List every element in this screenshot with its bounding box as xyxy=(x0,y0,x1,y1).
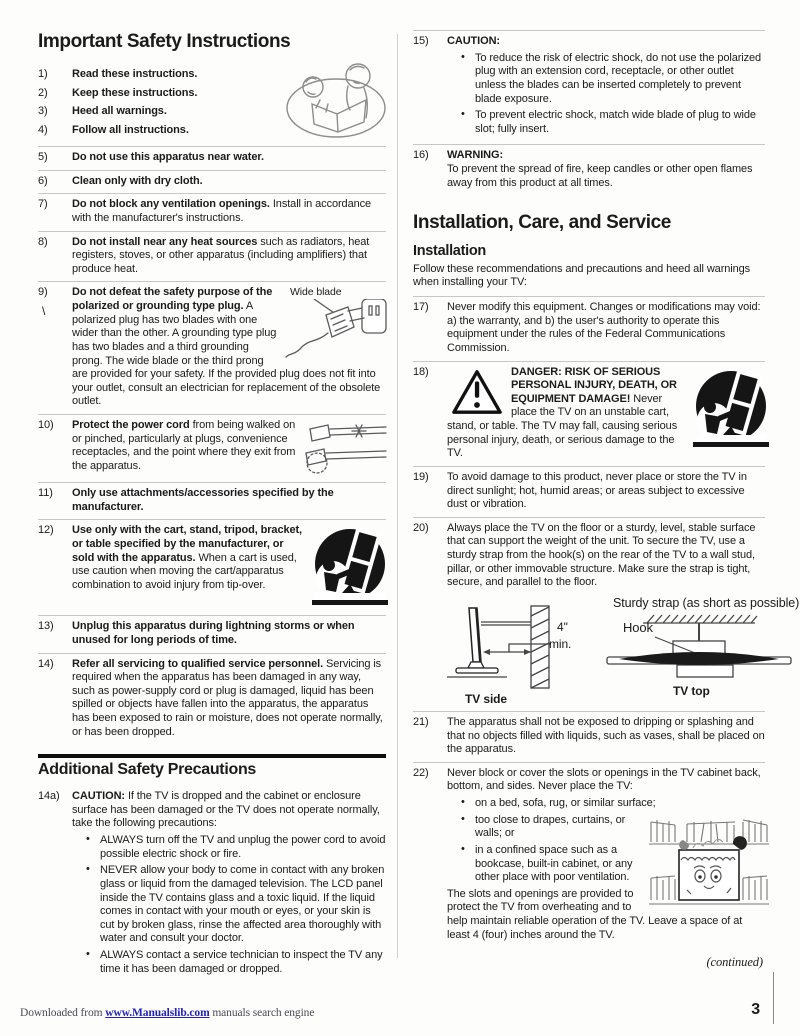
wide-blade-label: Wide blade xyxy=(290,286,342,299)
section-title-additional-precautions: Additional Safety Precautions xyxy=(38,761,257,779)
item-number: 14a) xyxy=(38,790,60,803)
polarized-plug-illustration xyxy=(284,286,390,363)
instruction-item-10 xyxy=(38,414,386,482)
instruction-item-15 xyxy=(413,30,765,144)
tv-side-diagram xyxy=(439,604,581,706)
tv-top-caption: TV top xyxy=(673,683,710,698)
item-number: 11) xyxy=(38,487,53,500)
cart-tipover-icon xyxy=(693,366,769,450)
item-text: Always place the TV on the floor or a sturdy, level, stable surface that can support the weight of the unit. To secure the TV, use a sturdy strap from the hook(s) on the rear of the TV to a wall stud, pillar, or other immovable structure. Make sure the strap is tight, secure, and parallel to the floor. xyxy=(447,521,756,589)
column-divider xyxy=(397,34,398,958)
item-number: 17) xyxy=(413,301,429,314)
instruction-item-13 xyxy=(38,615,386,652)
item-text-bold: Refer all servicing to qualified service personnel. xyxy=(72,657,324,670)
page-title: Important Safety Instructions xyxy=(38,31,291,52)
instruction-item-16 xyxy=(413,144,765,195)
instruction-item-19 xyxy=(413,466,765,517)
power-cord-illustration xyxy=(302,421,390,475)
subsection-title-installation: Installation xyxy=(413,242,486,259)
page-number: 3 xyxy=(751,1001,760,1019)
footer xyxy=(20,1006,314,1020)
manualslib-link[interactable]: www.Manualslib.com xyxy=(105,1006,210,1019)
item-text: such as radiators, heat registers, stoves, or other apparatus (including amplifiers) that produce heat. xyxy=(72,235,370,275)
instruction-item-17 xyxy=(413,296,765,361)
item-number: 5) xyxy=(38,151,48,164)
bullet-text: To reduce the risk of electric shock, do not use the polarized plug with an extension cord, receptacle, or other outlet unless the blades can be inserted completely to prevent blade exposure. xyxy=(475,51,762,105)
instruction-item-7 xyxy=(38,193,386,230)
item-number: 18) xyxy=(413,365,429,378)
item-text-bold: CAUTION: xyxy=(447,35,500,47)
right-column xyxy=(413,30,800,971)
item-number: 14) xyxy=(38,657,54,670)
plug-outlet-icon xyxy=(284,299,390,363)
instruction-item-11 xyxy=(38,482,386,519)
item-text: Heed all warnings. xyxy=(72,105,167,118)
item-text: Do not use this apparatus near water. xyxy=(72,151,264,164)
left-column xyxy=(38,30,386,984)
item-number: 12) xyxy=(38,524,54,537)
item-number: 20) xyxy=(413,521,429,534)
item-text-bold: Do not install near any heat sources xyxy=(72,235,258,248)
item-number: 13) xyxy=(38,620,54,633)
item-text: To prevent the spread of fire, keep candles or other open flames away from this product at all times. xyxy=(447,163,753,189)
instruction-item-8 xyxy=(38,231,386,282)
item-number: 6) xyxy=(38,174,48,187)
item-number: 4) xyxy=(38,123,48,136)
page-edge-mark xyxy=(773,972,774,1024)
item-text: Follow all instructions. xyxy=(72,123,189,136)
section-divider-bar xyxy=(38,754,386,758)
wrapped-content xyxy=(447,814,765,943)
min-label: min. xyxy=(549,636,572,651)
instruction-item-18 xyxy=(413,361,765,466)
caution-bullet xyxy=(460,109,765,136)
item-number: 21) xyxy=(413,715,429,728)
item-tail-text: The slots and openings are provided to protect the TV from overheating and to help maintain reliable operation of the TV. Leave a space of at least 4 (four) inches around the TV. xyxy=(447,887,743,941)
item-number: 2) xyxy=(38,86,48,99)
instruction-item-12 xyxy=(38,519,386,615)
power-cord-icon xyxy=(302,421,390,475)
item-text-bold: Do not defeat the safety purpose of the polarized or grounding type plug. xyxy=(72,286,273,313)
placement-bullet xyxy=(460,844,765,885)
instruction-item-20 xyxy=(413,517,800,711)
installation-intro-text: Follow these recommendations and precautions and heed all warnings when installing your TV: xyxy=(413,262,751,289)
bullet-text: too close to drapes, curtains, or walls; or xyxy=(475,813,626,840)
placement-bullet xyxy=(460,814,765,841)
bullet-text: ALWAYS contact a service technician to inspect the TV any time it has been damaged or dropped. xyxy=(100,949,383,975)
placement-bullet xyxy=(460,797,765,811)
item-text-bold: Do not block any ventilation openings. xyxy=(72,198,270,211)
tv-top-diagram xyxy=(585,595,800,698)
item-number: 1) xyxy=(38,68,48,81)
bullet-text: NEVER allow your body to come in contact with any broken glass or liquid from the damaged television. The LCD panel inside the TV contains glass and a toxic liquid. If the liquid comes in contact with your mouth or eyes, or your skin is cut by broken glass, rinse the affected area thoroughly with water and consult your doctor. xyxy=(100,864,385,945)
caution-bullet xyxy=(460,52,765,107)
item-text: Unplug this apparatus during lightning storms or when unused for long periods of time. xyxy=(72,620,355,646)
item-number: 10) xyxy=(38,419,54,432)
item-text-bold: CAUTION: xyxy=(72,790,125,803)
section-title-installation-care-service: Installation, Care, and Service xyxy=(413,212,671,234)
instruction-item-14 xyxy=(38,653,386,745)
item-text: If the TV is dropped and the cabinet or enclosure surface has been damaged or the TV does not operate normally, take the following precautions: xyxy=(72,790,380,830)
continued-note: (continued) xyxy=(706,955,763,970)
bullet-text: on a bed, sofa, rug, or similar surface; xyxy=(475,797,656,810)
item-text: Never place the TV on an unstable cart, stand, or table. The TV may fall, causing serious personal injury, death, or serious damage to the TV. xyxy=(447,392,678,460)
item-text: The apparatus shall not be exposed to dripping or splashing and that no objects filled with liquids, such as vases, shall be placed on the apparatus. xyxy=(447,715,765,756)
instruction-item-14a xyxy=(38,786,386,984)
precaution-bullet xyxy=(85,949,386,976)
warning-triangle xyxy=(451,368,503,416)
footer-prefix: Downloaded from xyxy=(20,1006,106,1019)
item-text: When a cart is used, use caution when moving the cart/apparatus combination to avoid injury from tip-over. xyxy=(72,551,297,591)
instruction-item-5 xyxy=(38,146,386,170)
instruction-item-6 xyxy=(38,170,386,194)
precaution-bullet xyxy=(85,864,386,946)
bullet-text: in a confined space such as a bookcase, built-in cabinet, or any other place with poor ventilation. xyxy=(475,843,633,884)
tv-top-icon xyxy=(585,613,795,683)
item-text: Never block or cover the slots or openings in the TV cabinet back, bottom, and sides. Never place the TV: xyxy=(447,766,761,793)
instruction-item-4 xyxy=(38,121,386,140)
item-number: 16) xyxy=(413,149,429,162)
item-number: 7) xyxy=(38,198,48,211)
item-number: 19) xyxy=(413,470,429,483)
item-text: To avoid damage to this product, never place or store the TV in direct sunlight; hot, humid areas; or areas subject to excessive dust or vibration. xyxy=(447,470,747,511)
instruction-item-2 xyxy=(38,84,386,103)
item-text: Never modify this equipment. Changes or modifications may void: a) the warranty, and b) the user's authority to operate this equipment under the rules of the Federal Communications Commission. xyxy=(447,301,761,354)
item-text: A polarized plug has two blades with one wider than the other. A grounding type plug has two blades and a third grounding prong. The wide blade or the third prong are provided for your safety. If the provided plug does not fit into your outlet, consult an electrician for replacement of the obsolete outlet. xyxy=(72,300,381,408)
instruction-item-3 xyxy=(38,103,386,122)
instruction-item-9 xyxy=(38,281,386,414)
item-text: Install in accordance with the manufacturer's instructions. xyxy=(72,198,372,224)
item-number: 22) xyxy=(413,766,429,779)
item-text: Read these instructions. xyxy=(72,68,198,81)
four-inch-label: 4" xyxy=(557,619,568,634)
item-number: 8) xyxy=(38,235,48,248)
instruction-item-1 xyxy=(38,66,386,85)
item-text: Only use attachments/accessories specified by the manufacturer. xyxy=(72,487,334,513)
sturdy-strap-label: Sturdy strap (as short as possible) xyxy=(613,595,800,610)
cart-tipover-warning xyxy=(693,366,769,450)
tv-side-caption: TV side xyxy=(465,691,507,706)
bullet-text: ALWAYS turn off the TV and unplug the power cord to avoid possible electric shock or fire. xyxy=(100,834,386,860)
precaution-bullet xyxy=(85,834,386,861)
cart-tipover-warning xyxy=(312,524,388,608)
item-text: Servicing is required when the apparatus has been damaged in any way, such as power-supply cord or plug is damaged, liquid has been spilled or objects have fallen into the apparatus, the apparatus has been exposed to rain or moisture, does not operate normally, or has been dropped. xyxy=(72,657,383,738)
item-text: Keep these instructions. xyxy=(72,86,198,99)
item-text-bold: Protect the power cord xyxy=(72,419,190,432)
footer-suffix: manuals search engine xyxy=(209,1006,315,1019)
item-text-bold: Use only with the cart, stand, tripod, bracket, or table specified by the manufacturer, or sold with the apparatus. xyxy=(72,524,303,564)
strap-diagrams xyxy=(447,595,800,706)
warning-triangle-icon xyxy=(451,368,503,416)
item-text: from being walked on or pinched, particularly at plugs, convenience receptacles, and the point where they exit from the apparatus. xyxy=(72,419,296,472)
item-text-bold: DANGER: RISK OF SERIOUS PERSONAL INJURY, DEATH, OR EQUIPMENT DAMAGE! xyxy=(511,365,677,405)
hook-label: Hook xyxy=(623,619,653,635)
item-text: Clean only with dry cloth. xyxy=(72,174,203,187)
item-number: 15) xyxy=(413,35,429,47)
item-text-bold: WARNING: xyxy=(447,149,504,162)
scan-artifact-mark: \ xyxy=(42,304,46,319)
instruction-item-21 xyxy=(413,711,765,762)
cart-tipover-icon xyxy=(312,524,388,608)
instruction-item-22 xyxy=(413,762,765,948)
bullet-text: To prevent electric shock, match wide blade of plug to wide slot; fully insert. xyxy=(475,109,756,135)
item-number: 9) xyxy=(38,286,48,299)
item-number: 3) xyxy=(38,105,48,118)
